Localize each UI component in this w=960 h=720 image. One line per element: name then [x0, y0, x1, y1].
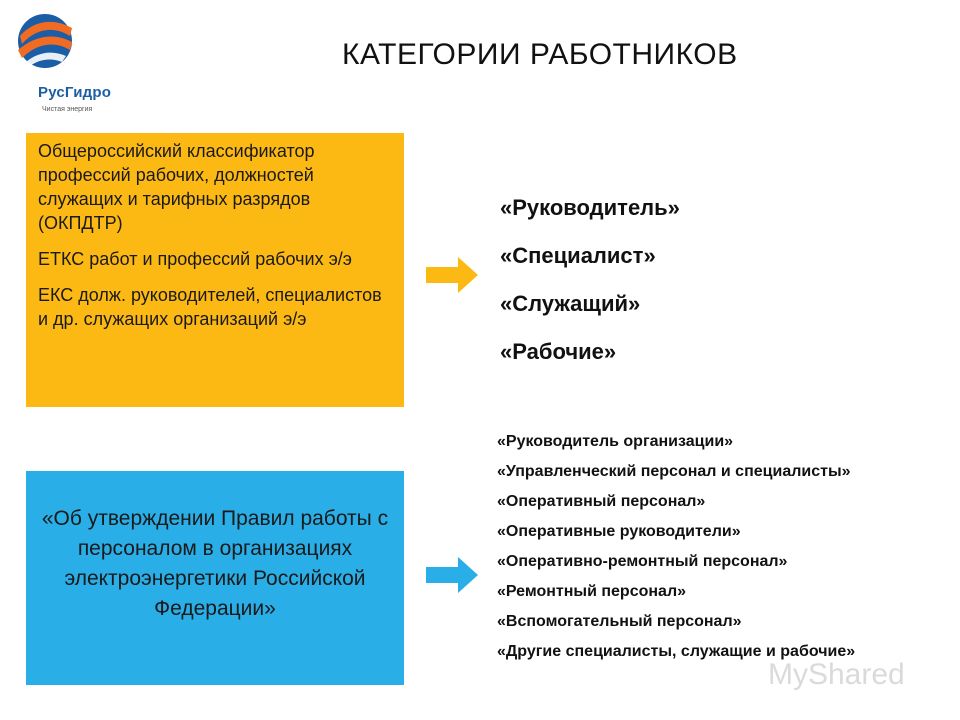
rushydro-logo-icon: [16, 10, 74, 72]
category-item: «Специалист»: [500, 243, 656, 268]
logo-tagline: Чистая энергия: [42, 106, 93, 113]
classifier-box: [26, 133, 404, 407]
sub-category-item: «Оперативные руководители»: [497, 523, 741, 540]
classifier-paragraph: ЕТКС работ и профессий рабочих э/э: [38, 249, 352, 269]
sub-category-item: «Оперативный персонал»: [497, 493, 706, 510]
regulation-text: «Об утверждении Правил работы с персоналом в организациях электроэнергетики Российской Федерации»: [41, 507, 389, 620]
sub-category-item: «Руководитель организации»: [497, 433, 734, 450]
category-list: [500, 184, 680, 376]
category-item: «Рабочие»: [500, 339, 617, 364]
watermark: MyShared: [768, 658, 905, 691]
rushydro-logo: [14, 10, 134, 113]
sub-category-item: «Вспомогательный персонал»: [497, 613, 742, 630]
sub-category-item: «Оперативно-ремонтный персонал»: [497, 553, 788, 570]
sub-category-item: «Другие специалисты, служащие и рабочие»: [497, 643, 856, 660]
category-item: «Руководитель»: [500, 195, 680, 220]
right-arrow-icon: [426, 557, 478, 593]
sub-category-item: «Ремонтный персонал»: [497, 583, 686, 600]
classifier-paragraph: ЕКС долж. руководителей, специалистов и др. служащих организаций э/э: [38, 285, 382, 329]
sub-category-item: «Управленческий персонал и специалисты»: [497, 463, 851, 480]
logo-name: РусГидро: [38, 84, 112, 101]
category-item: «Служащий»: [500, 291, 641, 316]
sub-category-list: [497, 428, 897, 668]
right-arrow-icon: [426, 257, 478, 293]
classifier-paragraph: Общероссийский классификатор профессий рабочих, должностей служащих и тарифных разрядов (ОКПДТР): [38, 141, 315, 233]
page-title: КАТЕГОРИИ РАБОТНИКОВ: [342, 38, 738, 71]
regulation-box: [26, 471, 404, 685]
